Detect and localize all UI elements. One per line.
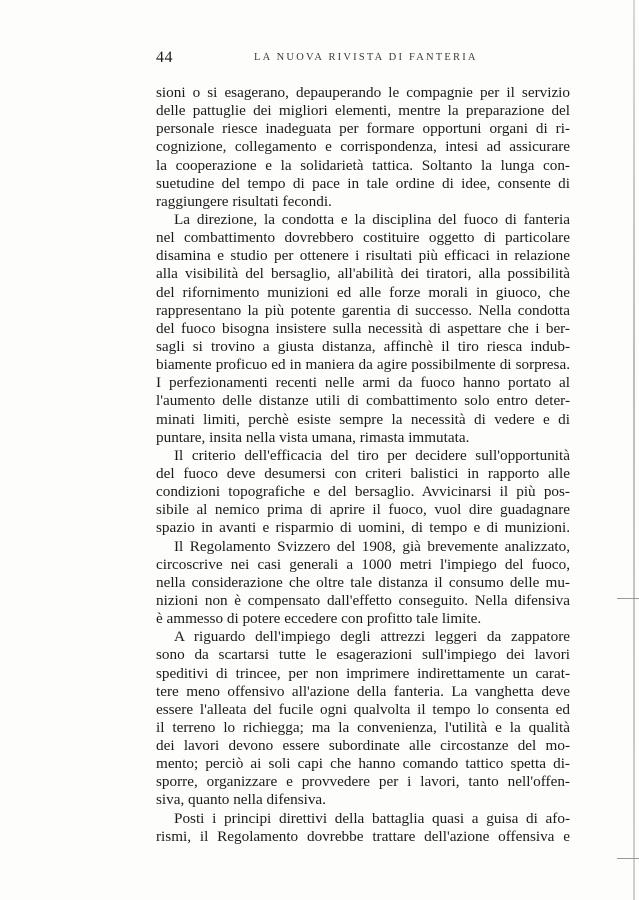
text-line: tere meno offensivo all'azione della fanteria. La vanghetta deve [156, 682, 570, 700]
text-line: essere l'alleata del fucile ogni qualvolta il tempo lo consenta ed [156, 700, 570, 718]
text-line: spazio in avanti e risparmio di uomini, di tempo e di munizioni. [156, 519, 570, 537]
text-line: la cooperazione e la solidarietà tattica. Soltanto la lunga con- [156, 156, 570, 174]
page-edge-mark [617, 598, 639, 599]
text-line: siva, quanto nella difensiva. [156, 791, 326, 809]
text-line: I perfezionamenti recenti nelle armi da fuoco hanno portato al [156, 374, 570, 392]
text-line: delle pattuglie dei migliori elementi, mentre la preparazione del [156, 102, 570, 120]
text-line: sono da scartarsi tutte le esagerazioni sull'impiego dei lavori [156, 646, 570, 664]
page-number: 44 [156, 49, 173, 66]
body-text [156, 84, 570, 846]
text-line: sibile al nemico prima di aprire il fuoco, vuol dire guadagnare [156, 501, 570, 519]
text-line: alla visibilità del bersaglio, all'abilità dei tiratori, alla possibilità [156, 265, 570, 283]
text-line: suetudine del tempo di pace in tale ordine di idee, consente di [156, 174, 570, 192]
text-line: nizioni non è compensato dall'effetto conseguito. Nella difensiva [156, 591, 570, 609]
text-line: cognizione, collegamento e corrispondenza, intesi ad assicurare [156, 138, 570, 156]
text-line: rismi, il Regolamento dovrebbe trattare dell'azione offensiva e [156, 827, 570, 845]
text-line: del rifornimento munizioni ed alle forze morali in giuoco, che [156, 283, 570, 301]
text-line: l'aumento delle distanze utili di combattimento solo entro deter- [156, 392, 570, 410]
text-line: sagli si trovino a giusta distanza, affinchè il tiro riesca indub- [156, 337, 570, 355]
text-line: del fuoco bisogna insistere sulla necessità di aspettare che i ber- [156, 319, 570, 337]
running-title: LA NUOVA RIVISTA DI FANTERIA [254, 52, 478, 63]
text-line: condizioni topografiche e del bersaglio. Avvicinarsi il più pos- [156, 483, 570, 501]
text-line: circoscrive nei casi generali a 1000 metri l'impiego del fuoco, [156, 555, 570, 573]
text-line: disamina e studio per ottenere i risultati più efficaci in relazione [156, 247, 570, 265]
text-line: nel combattimento dovrebbero costituire oggetto di particolare [156, 229, 570, 247]
text-line: dei lavori devono essere subordinate alle circostanze del mo- [156, 737, 570, 755]
text-line: A riguardo dell'impiego degli attrezzi leggeri da zappatore [174, 628, 570, 646]
page-edge-mark [617, 858, 639, 859]
text-line: minati limiti, perchè esiste sempre la necessità di vedere e di [156, 410, 570, 428]
text-line: mento; perciò ai soli capi che hanno comando tattico spetta di- [156, 755, 570, 773]
text-line: speditivi di trincee, per non imprimere indirettamente un carat- [156, 664, 570, 682]
text-line: puntare, insita nella vista umana, rimasta immutata. [156, 428, 470, 446]
page-edge-shadow [633, 0, 635, 900]
page-header [156, 49, 570, 73]
text-line: raggiungere risultati fecondi. [156, 192, 332, 210]
text-line: il terreno lo richiegga; ma la convenienza, l'utilità e la qualità [156, 718, 570, 736]
text-line: Il criterio dell'efficacia del tiro per decidere sull'opportunità [174, 446, 570, 464]
text-line: La direzione, la condotta e la disciplina del fuoco di fanteria [174, 210, 570, 228]
text-line: sioni o si esagerano, depauperando le compagnie per il servizio [156, 84, 570, 101]
text-line: Il Regolamento Svizzero del 1908, già brevemente analizzato, [174, 537, 570, 555]
text-line: è ammesso di potere eccedere con profitto tale limite. [156, 610, 482, 628]
text-line: sporre, organizzare e provvedere per i lavori, tanto nell'offen- [156, 773, 570, 791]
text-line: personale riesce inadeguata per formare opportuni organi di ri- [156, 120, 570, 138]
text-line: Posti i principi direttivi della battaglia quasi a guisa di afo- [174, 809, 570, 827]
text-line: rappresentano la più potente garentia di successo. Nella condotta [156, 301, 570, 319]
text-line: del fuoco deve desumersi con criteri balistici in rapporto alle [156, 464, 570, 482]
text-line: biamente proficuo ed in maniera da agire possibilmente di sorpresa. [156, 356, 570, 374]
text-line: nella considerazione che oltre tale distanza il consumo delle mu- [156, 573, 570, 591]
